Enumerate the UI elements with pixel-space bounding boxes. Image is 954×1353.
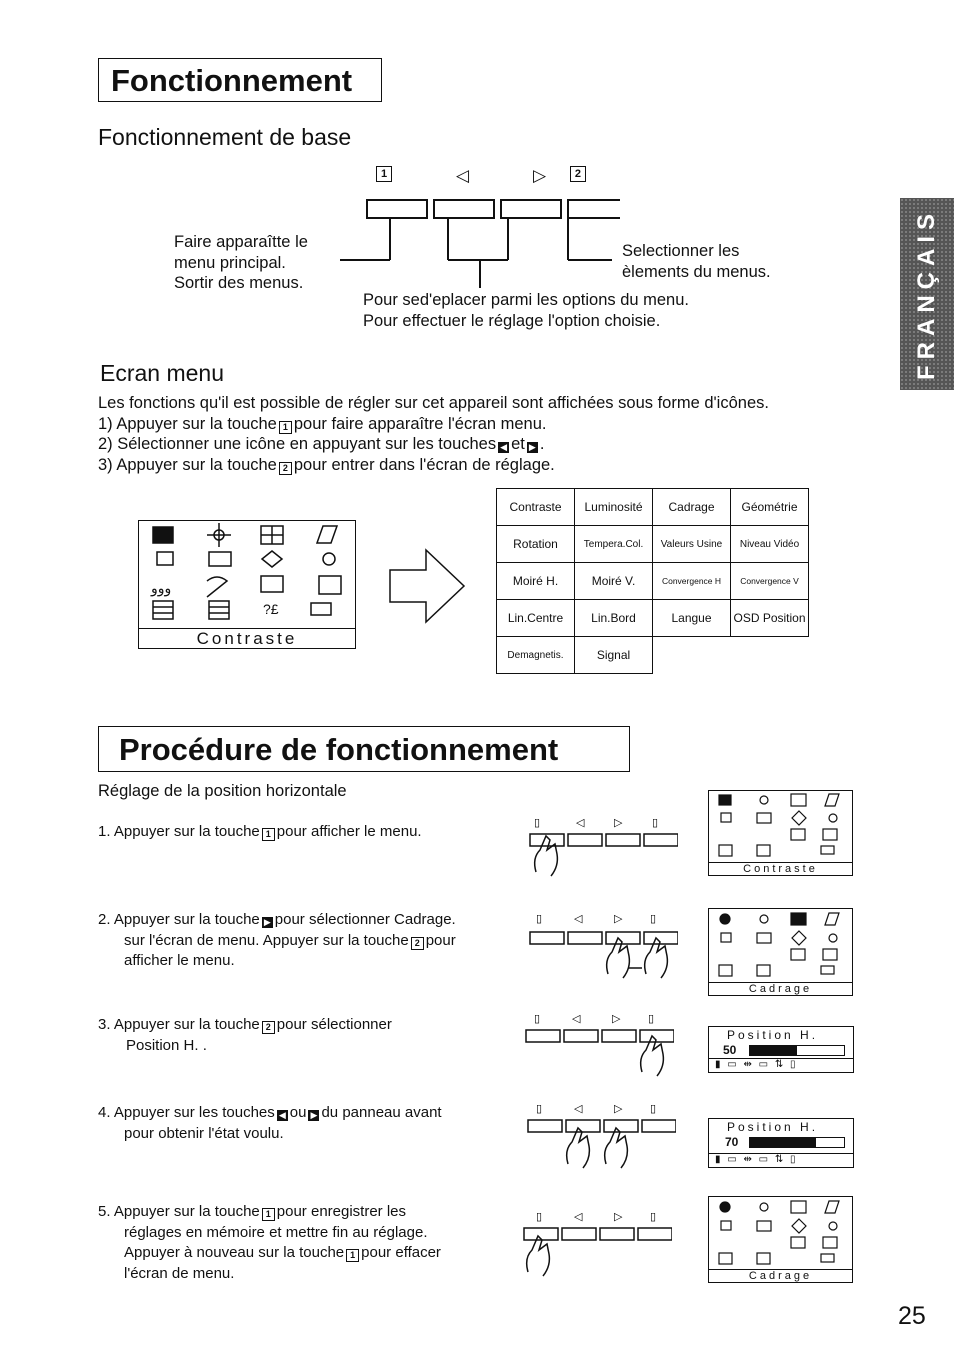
screen-step2-label: Cadrage [709, 982, 852, 995]
bar1-track [749, 1045, 845, 1056]
menu-cell: Signal [575, 637, 653, 674]
step-1: 1. Appuyer sur la touche 1 pour afficher le menu. [98, 823, 422, 840]
key-left-icon: ◁ [455, 166, 470, 185]
menu-cell: Lin.Centre [497, 600, 575, 637]
menu-cell: OSD Position [731, 600, 809, 637]
screen-step1-icons [709, 791, 851, 861]
ecran-heading: Ecran menu [100, 360, 225, 386]
menu-cell: Convergence V [731, 563, 809, 600]
position-h-bar-1 [708, 1026, 854, 1073]
section-title-procedure: Procédure de fonctionnement [98, 726, 630, 772]
screen-step2 [708, 908, 853, 996]
menu-cell: Niveau Vidéo [731, 526, 809, 563]
menu-cell: Langue [653, 600, 731, 637]
key-2-icon: 2 [279, 462, 292, 475]
svg-text:▷: ▷ [614, 913, 623, 925]
svg-text:▷: ▷ [614, 1103, 623, 1115]
svg-text:▯: ▯ [648, 1013, 655, 1025]
buttons-step4 [526, 1096, 676, 1172]
bar1-value: 50 [723, 1043, 737, 1057]
svg-text:▯: ▯ [650, 1103, 657, 1115]
label-left: Faire apparaîtte le menu principal. Sortir des menus. [174, 233, 308, 292]
svg-text:?£: ?£ [263, 601, 279, 617]
screen-step5-icons [709, 1197, 851, 1269]
buttons-step5 [522, 1204, 672, 1280]
menu-cell: Convergence H [653, 563, 731, 600]
svg-text:▯: ▯ [650, 1211, 657, 1223]
svg-text:◁: ◁ [574, 913, 583, 925]
svg-text:▯: ▯ [534, 817, 541, 829]
arrow-right-icon [388, 548, 468, 624]
buttons-step1 [528, 812, 678, 882]
key-right-icon: ▷ [532, 166, 547, 185]
bar1-fill [750, 1046, 797, 1055]
step-3: 3. Appuyer sur la touche 2 pour sélectionner Position H. . [98, 1016, 392, 1054]
svg-text:▷: ▷ [614, 1211, 623, 1223]
key-1-icon: 1 [279, 421, 292, 434]
bar2-fill [750, 1138, 816, 1147]
procedure-subtitle: Réglage de la position horizontale [98, 782, 347, 800]
screen-step1-label: Contraste [709, 862, 852, 875]
menu-table [496, 488, 809, 674]
svg-text:▷: ▷ [612, 1013, 621, 1025]
label-right: Selectionner les èlements du menus. [622, 242, 771, 281]
menu-screen-icons [138, 520, 356, 649]
menu-icons-grid [139, 521, 354, 631]
menu-cell: Contraste [497, 489, 575, 526]
step-2: 2. Appuyer sur la touche ▶ pour sélectionner Cadrage. sur l'écran de menu. Appuyer sur la touche 2 pour afficher le menu. [98, 911, 456, 969]
position-h-bar-2 [708, 1118, 854, 1168]
basic-heading: Fonctionnement de base [98, 124, 352, 150]
svg-text:▯: ▯ [534, 1013, 541, 1025]
svg-text:◁: ◁ [574, 1211, 583, 1223]
language-tab: FRANÇAIS [900, 198, 954, 390]
step-4: 4. Appuyer sur les touches ◀ ou ▶ du panneau avant pour obtenir l'état voulu. [98, 1104, 442, 1142]
svg-text:▯: ▯ [536, 1211, 543, 1223]
svg-text:▯: ▯ [652, 817, 659, 829]
svg-text:ﻭﻭﻭ: ﻭﻭﻭ [151, 580, 172, 596]
key-2-icon: 2 [570, 166, 586, 182]
bar2-track [749, 1137, 845, 1148]
key-1-icon: 1 [376, 166, 392, 182]
screen-step5-label: Cadrage [709, 1269, 852, 1282]
menu-screen-label: Contraste [139, 628, 355, 648]
menu-cell: Demagnetis. [497, 637, 575, 674]
ecran-text: Les fonctions qu'il est possible de régler sur cet appareil sont affichées sous forme d'icônes. 1) Appuyer sur la touche 1 pour faire apparaître l'écran menu. 2) Sélectionner une icône en appuyant sur les touches ◀ et ▶ . 3) Appuyer sur la touche 2 pour entrer dans l'écran de réglage. [98, 394, 769, 474]
menu-cell: Rotation [497, 526, 575, 563]
screen-step1 [708, 790, 853, 876]
left-key-icon: ◀ [498, 442, 509, 453]
svg-text:▯: ▯ [536, 1103, 543, 1115]
svg-text:▯: ▯ [536, 913, 543, 925]
step-5: 5. Appuyer sur la touche 1 pour enregistrer les réglages en mémoire et mettre fin au réglage. Appuyer à nouveau sur la touche 1 pour effacer l'écran de menu. [98, 1203, 441, 1282]
menu-cell: Tempera.Col. [575, 526, 653, 563]
menu-cell: Géométrie [731, 489, 809, 526]
svg-text:◁: ◁ [574, 1103, 583, 1115]
bar1-iconstrip: ▮ ▭ ⇹ ▭ ⇅ ▯ [709, 1058, 853, 1072]
right-key-icon: ▶ [527, 442, 538, 453]
svg-text:◁: ◁ [572, 1013, 581, 1025]
bar1-label: Position H. [727, 1028, 819, 1042]
page-number: 25 [898, 1302, 926, 1330]
screen-step2-icons [709, 909, 851, 981]
screen-step5 [708, 1196, 853, 1283]
label-bottom: Pour sed'eplacer parmi les options du menu. Pour effectuer le réglage l'option choisie. [363, 291, 689, 330]
svg-text:▷: ▷ [614, 817, 623, 829]
menu-cell: Moiré V. [575, 563, 653, 600]
bar2-label: Position H. [727, 1120, 819, 1134]
buttons-step2 [528, 906, 678, 982]
menu-cell: Moiré H. [497, 563, 575, 600]
buttons-step3 [524, 1008, 674, 1078]
svg-text:◁: ◁ [576, 817, 585, 829]
bar2-value: 70 [725, 1135, 739, 1149]
menu-cell: Cadrage [653, 489, 731, 526]
menu-cell: Luminosité [575, 489, 653, 526]
menu-cell: Lin.Bord [575, 600, 653, 637]
section-title-fonctionnement: Fonctionnement [98, 58, 382, 102]
bar2-iconstrip: ▮ ▭ ⇹ ▭ ⇅ ▯ [709, 1153, 853, 1167]
svg-text:▯: ▯ [650, 913, 657, 925]
menu-cell: Valeurs Usine [653, 526, 731, 563]
